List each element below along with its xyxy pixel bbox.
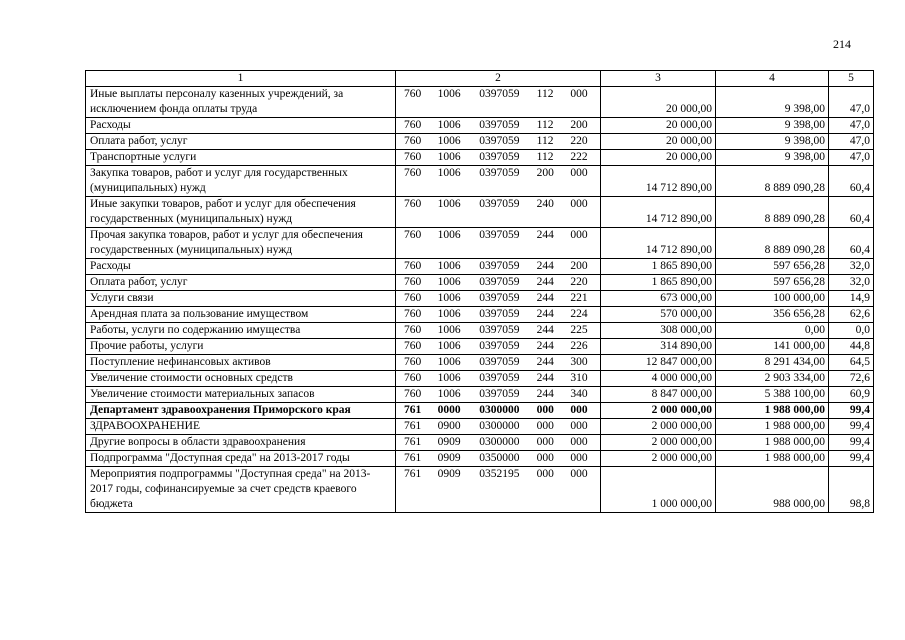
row-percent: 60,9 [829,387,874,403]
row-name: Прочие работы, услуги [86,339,396,355]
code-kosgu: 000 [570,420,588,432]
row-codes [396,275,601,291]
table-row [86,355,874,371]
code-target: 0397059 [479,151,520,163]
code-admin: 760 [404,356,422,368]
code-kosgu: 222 [570,151,588,163]
code-admin: 761 [404,452,422,464]
row-percent: 60,4 [829,228,874,259]
code-section: 1006 [437,260,461,272]
row-codes [396,403,601,419]
table-row [86,419,874,435]
table-row [86,307,874,323]
row-actual: 1 988 000,00 [716,435,829,451]
code-kosgu: 221 [570,292,588,304]
row-plan: 1 000 000,00 [601,467,716,513]
row-percent: 47,0 [829,150,874,166]
code-kosgu: 226 [570,340,588,352]
code-expense-type: 112 [536,135,554,147]
code-expense-type: 244 [536,276,554,288]
row-name: Закупка товаров, работ и услуг для государственных (муниципальных) нужд [86,166,396,197]
row-name: Расходы [86,259,396,275]
code-target: 0397059 [479,340,520,352]
row-name: Арендная плата за пользование имуществом [86,307,396,323]
row-actual: 988 000,00 [716,467,829,513]
row-plan: 20 000,00 [601,118,716,134]
code-expense-type: 244 [536,356,554,368]
code-expense-type: 244 [536,388,554,400]
row-name: Другие вопросы в области здравоохранения [86,435,396,451]
code-target: 0300000 [479,436,520,448]
row-plan: 314 890,00 [601,339,716,355]
row-plan: 570 000,00 [601,307,716,323]
row-percent: 72,6 [829,371,874,387]
row-actual: 0,00 [716,323,829,339]
row-codes [396,259,601,275]
code-expense-type: 244 [536,340,554,352]
row-codes [396,467,601,513]
code-section: 1006 [437,151,461,163]
code-admin: 760 [404,340,422,352]
row-actual: 2 903 334,00 [716,371,829,387]
row-codes [396,339,601,355]
row-name: Мероприятия подпрограммы "Доступная среда" на 2013-2017 годы, софинансируемые за счет средств краевого бюджета [86,467,396,513]
row-codes [396,87,601,118]
row-percent: 99,4 [829,451,874,467]
row-codes [396,307,601,323]
row-actual: 9 398,00 [716,134,829,150]
header-col-4: 4 [716,71,829,87]
row-plan: 2 000 000,00 [601,403,716,419]
code-kosgu: 000 [570,88,588,100]
code-admin: 760 [404,135,422,147]
code-kosgu: 310 [570,372,588,384]
page-number: 214 [833,37,851,51]
row-codes [396,197,601,228]
table-row [86,323,874,339]
table-row [86,118,874,134]
row-percent: 0,0 [829,323,874,339]
row-name: Оплата работ, услуг [86,275,396,291]
code-kosgu: 000 [570,404,588,416]
row-name: Подпрограмма "Доступная среда" на 2013-2017 годы [86,451,396,467]
row-name: Расходы [86,118,396,134]
row-plan: 14 712 890,00 [601,166,716,197]
row-actual: 9 398,00 [716,87,829,118]
code-expense-type: 000 [536,404,554,416]
table-row [86,291,874,307]
row-percent: 98,8 [829,467,874,513]
row-percent: 14,9 [829,291,874,307]
code-admin: 760 [404,151,422,163]
code-kosgu: 220 [570,135,588,147]
table-row [86,275,874,291]
row-codes [396,291,601,307]
code-admin: 760 [404,88,422,100]
row-percent: 99,4 [829,435,874,451]
code-target: 0397059 [479,135,520,147]
row-actual: 1 988 000,00 [716,451,829,467]
row-plan: 1 865 890,00 [601,275,716,291]
code-admin: 760 [404,276,422,288]
row-name: Иные закупки товаров, работ и услуг для обеспечения государственных (муниципальных) нужд [86,197,396,228]
code-kosgu: 200 [570,119,588,131]
table-row [86,467,874,513]
code-target: 0397059 [479,88,520,100]
code-section: 1006 [437,324,461,336]
code-section: 0909 [437,452,461,464]
row-percent: 44,8 [829,339,874,355]
table-row [86,435,874,451]
header-col-5: 5 [829,71,874,87]
code-kosgu: 224 [570,308,588,320]
code-section: 1006 [437,119,461,131]
row-percent: 47,0 [829,134,874,150]
row-percent: 60,4 [829,166,874,197]
row-actual: 597 656,28 [716,259,829,275]
code-section: 1006 [437,372,461,384]
row-codes [396,355,601,371]
code-admin: 760 [404,308,422,320]
row-plan: 308 000,00 [601,323,716,339]
code-admin: 760 [404,372,422,384]
row-actual: 1 988 000,00 [716,403,829,419]
row-percent: 60,4 [829,197,874,228]
code-kosgu: 000 [570,436,588,448]
code-admin: 760 [404,198,422,210]
row-actual: 8 889 090,28 [716,197,829,228]
code-admin: 760 [404,388,422,400]
code-kosgu: 000 [570,452,588,464]
code-target: 0397059 [479,292,520,304]
row-actual: 9 398,00 [716,150,829,166]
code-expense-type: 112 [536,151,554,163]
row-plan: 2 000 000,00 [601,451,716,467]
code-expense-type: 244 [536,324,554,336]
code-kosgu: 000 [570,167,588,179]
code-target: 0352195 [479,468,520,480]
code-section: 0000 [437,404,461,416]
code-kosgu: 000 [570,468,588,480]
row-plan: 14 712 890,00 [601,228,716,259]
code-expense-type: 244 [536,372,554,384]
code-kosgu: 220 [570,276,588,288]
code-admin: 760 [404,292,422,304]
table-row [86,228,874,259]
row-percent: 62,6 [829,307,874,323]
code-target: 0300000 [479,404,520,416]
row-percent: 47,0 [829,87,874,118]
code-section: 1006 [437,229,461,241]
code-target: 0397059 [479,276,520,288]
budget-table [85,70,874,513]
code-kosgu: 225 [570,324,588,336]
row-percent: 64,5 [829,355,874,371]
header-col-1: 1 [86,71,396,87]
code-expense-type: 240 [536,198,554,210]
code-admin: 760 [404,324,422,336]
table-row [86,134,874,150]
code-kosgu: 300 [570,356,588,368]
code-target: 0397059 [479,119,520,131]
row-percent: 47,0 [829,118,874,134]
row-plan: 20 000,00 [601,134,716,150]
code-section: 0909 [437,436,461,448]
row-name: Транспортные услуги [86,150,396,166]
code-section: 1006 [437,308,461,320]
row-actual: 597 656,28 [716,275,829,291]
row-name: Работы, услуги по содержанию имущества [86,323,396,339]
row-name: Департамент здравоохранения Приморского края [86,403,396,419]
code-admin: 760 [404,119,422,131]
row-actual: 356 656,28 [716,307,829,323]
code-target: 0397059 [479,260,520,272]
code-admin: 760 [404,167,422,179]
table-row [86,387,874,403]
code-section: 1006 [437,198,461,210]
code-admin: 761 [404,404,422,416]
row-percent: 99,4 [829,403,874,419]
code-admin: 760 [404,260,422,272]
code-kosgu: 200 [570,260,588,272]
row-plan: 1 865 890,00 [601,259,716,275]
code-target: 0397059 [479,308,520,320]
row-percent: 99,4 [829,419,874,435]
row-actual: 8 889 090,28 [716,166,829,197]
code-expense-type: 244 [536,292,554,304]
header-col-2: 2 [396,71,601,87]
code-section: 0900 [437,420,461,432]
row-codes [396,419,601,435]
row-plan: 12 847 000,00 [601,355,716,371]
row-name: Поступление нефинансовых активов [86,355,396,371]
row-actual: 1 988 000,00 [716,419,829,435]
row-name: ЗДРАВООХРАНЕНИЕ [86,419,396,435]
code-expense-type: 244 [536,229,554,241]
row-plan: 20 000,00 [601,150,716,166]
code-expense-type: 112 [536,88,554,100]
code-admin: 761 [404,436,422,448]
row-codes [396,134,601,150]
row-plan: 20 000,00 [601,87,716,118]
row-actual: 141 000,00 [716,339,829,355]
code-expense-type: 200 [536,167,554,179]
row-name: Увеличение стоимости основных средств [86,371,396,387]
table-row [86,197,874,228]
row-actual: 8 291 434,00 [716,355,829,371]
code-expense-type: 244 [536,308,554,320]
code-target: 0397059 [479,324,520,336]
row-percent: 32,0 [829,259,874,275]
row-actual: 100 000,00 [716,291,829,307]
row-actual: 9 398,00 [716,118,829,134]
row-codes [396,451,601,467]
code-target: 0397059 [479,198,520,210]
row-plan: 14 712 890,00 [601,197,716,228]
code-target: 0300000 [479,420,520,432]
code-expense-type: 000 [536,452,554,464]
row-plan: 2 000 000,00 [601,435,716,451]
row-name: Прочая закупка товаров, работ и услуг для обеспечения государственных (муниципальных) нужд [86,228,396,259]
code-expense-type: 000 [536,468,554,480]
row-plan: 4 000 000,00 [601,371,716,387]
code-admin: 760 [404,229,422,241]
table-row [86,371,874,387]
row-codes [396,150,601,166]
table-row [86,451,874,467]
row-actual: 8 889 090,28 [716,228,829,259]
row-codes [396,387,601,403]
code-section: 1006 [437,340,461,352]
code-target: 0397059 [479,356,520,368]
code-section: 1006 [437,167,461,179]
code-target: 0397059 [479,372,520,384]
row-codes [396,166,601,197]
table-row [86,339,874,355]
row-plan: 2 000 000,00 [601,419,716,435]
row-name: Оплата работ, услуг [86,134,396,150]
code-target: 0397059 [479,167,520,179]
code-section: 1006 [437,276,461,288]
code-expense-type: 112 [536,119,554,131]
code-section: 1006 [437,292,461,304]
row-codes [396,435,601,451]
row-name: Увеличение стоимости материальных запасов [86,387,396,403]
row-name: Услуги связи [86,291,396,307]
header-col-3: 3 [601,71,716,87]
table-row [86,166,874,197]
table-row-department [86,403,874,419]
code-expense-type: 000 [536,436,554,448]
row-name: Иные выплаты персоналу казенных учреждений, за исключением фонда оплаты труда [86,87,396,118]
table-row [86,87,874,118]
row-codes [396,323,601,339]
code-kosgu: 340 [570,388,588,400]
table-row [86,259,874,275]
table-header-row [86,71,874,87]
code-section: 1006 [437,88,461,100]
code-section: 1006 [437,356,461,368]
row-plan: 8 847 000,00 [601,387,716,403]
code-target: 0350000 [479,452,520,464]
code-section: 0909 [437,468,461,480]
code-admin: 761 [404,468,422,480]
code-expense-type: 000 [536,420,554,432]
code-kosgu: 000 [570,229,588,241]
code-target: 0397059 [479,229,520,241]
code-admin: 761 [404,420,422,432]
row-plan: 673 000,00 [601,291,716,307]
row-percent: 32,0 [829,275,874,291]
row-actual: 5 388 100,00 [716,387,829,403]
table-row [86,150,874,166]
row-codes [396,118,601,134]
code-expense-type: 244 [536,260,554,272]
row-codes [396,228,601,259]
code-target: 0397059 [479,388,520,400]
row-codes [396,371,601,387]
code-kosgu: 000 [570,198,588,210]
code-section: 1006 [437,388,461,400]
code-section: 1006 [437,135,461,147]
